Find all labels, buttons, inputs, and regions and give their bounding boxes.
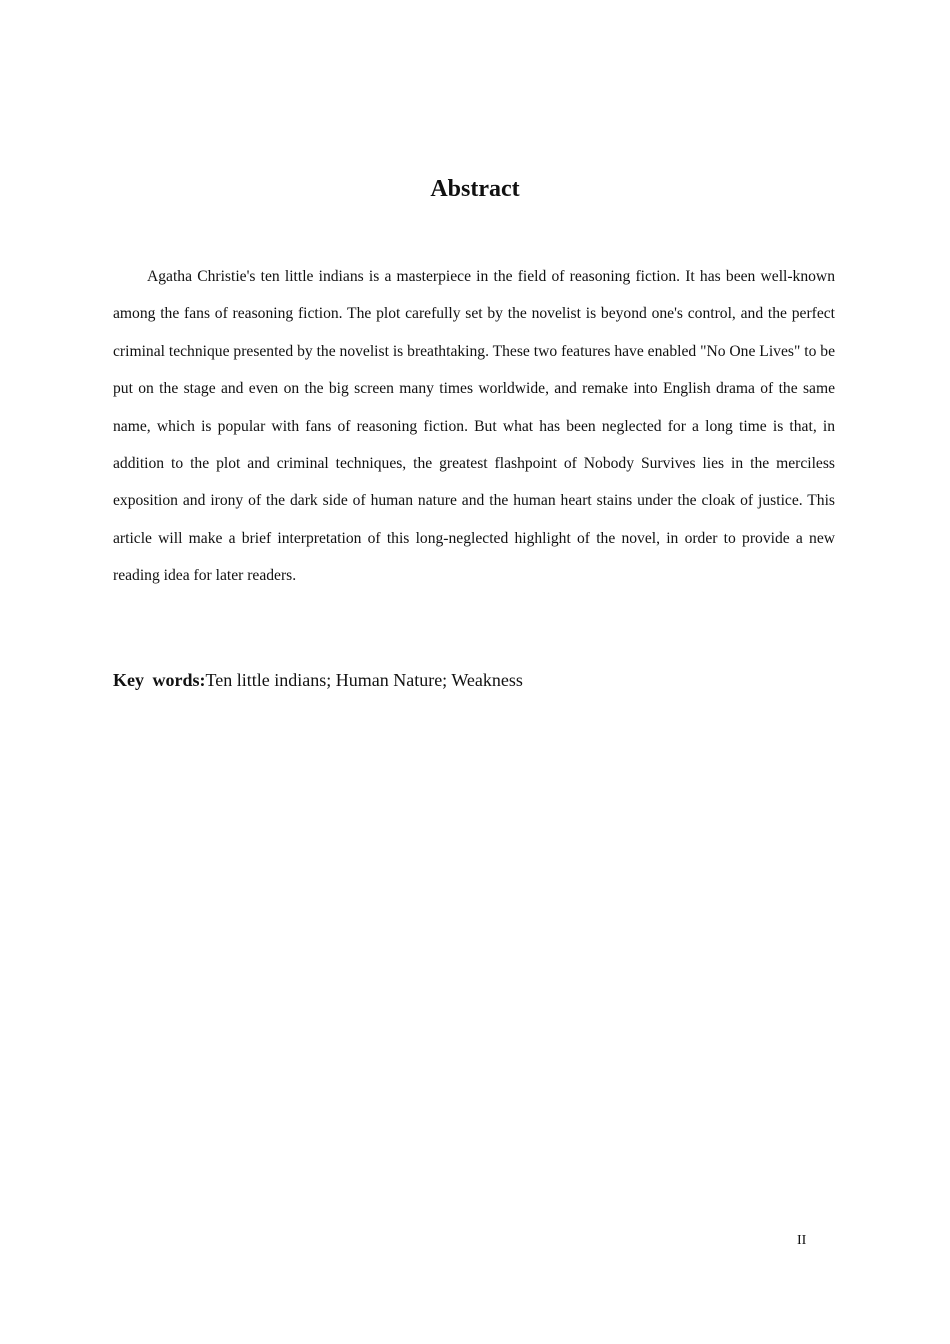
- keywords-line: [113, 665, 835, 695]
- page-number: II: [797, 1233, 807, 1248]
- abstract-body: Agatha Christie's ten little indians is a masterpiece in the field of reasoning fiction. It has been well-known among the fans of reasoning fiction. The plot carefully set by the novelist is beyond one's control, and the perfect criminal technique presented by the novelist is breathtaking. These two features have enabled "No One Lives" to be put on the stage and even on the big screen many times worldwide, and remake into English drama of the same name, which is popular with fans of reasoning fiction. But what has been neglected for a long time is that, in addition to the plot and criminal techniques, the greatest flashpoint of Nobody Survives lies in the merciless exposition and irony of the dark side of human nature and the human heart stains under the cloak of justice. This article will make a brief interpretation of this long-neglected highlight of the novel, in order to provide a new reading idea for later readers.: [113, 268, 835, 585]
- abstract-title: Abstract: [430, 176, 520, 202]
- keywords-label: Key words:: [113, 670, 206, 690]
- keywords-value: Ten little indians; Human Nature; Weakness: [205, 670, 523, 690]
